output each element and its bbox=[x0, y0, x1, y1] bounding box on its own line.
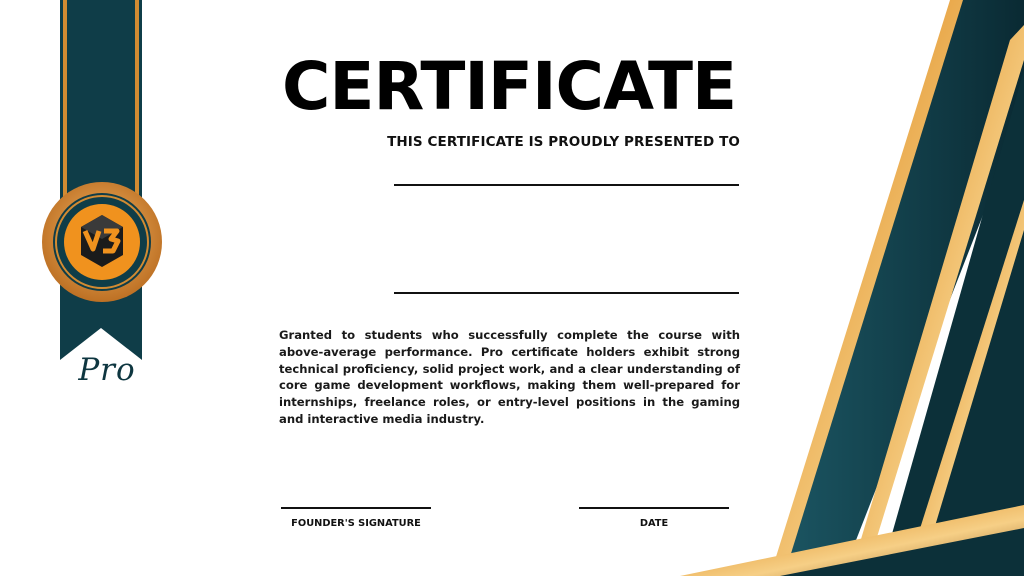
level-label: Pro bbox=[78, 352, 136, 388]
certificate-description: Granted to students who successfully complete the course with above-average performance. Pro certificate holders exhibit strong technical proficiency, solid project work, and a clear understanding of core game development workflows, making them well-prepared for internships, freelance roles, or entry-level positions in the gaming and interactive media industry. bbox=[279, 328, 740, 426]
date-label: DATE bbox=[639, 518, 669, 529]
v3-cube-logo-icon bbox=[41, 181, 163, 303]
signature-label: FOUNDER'S SIGNATURE bbox=[291, 518, 421, 529]
ribbon bbox=[60, 0, 142, 360]
recipient-secondary-line bbox=[394, 292, 739, 294]
signature-line bbox=[281, 507, 431, 509]
date-line bbox=[579, 507, 729, 509]
presented-to-subtitle: THIS CERTIFICATE IS PROUDLY PRESENTED TO bbox=[387, 134, 740, 150]
recipient-name-line bbox=[394, 184, 739, 186]
page-title: CERTIFICATE bbox=[281, 48, 737, 125]
